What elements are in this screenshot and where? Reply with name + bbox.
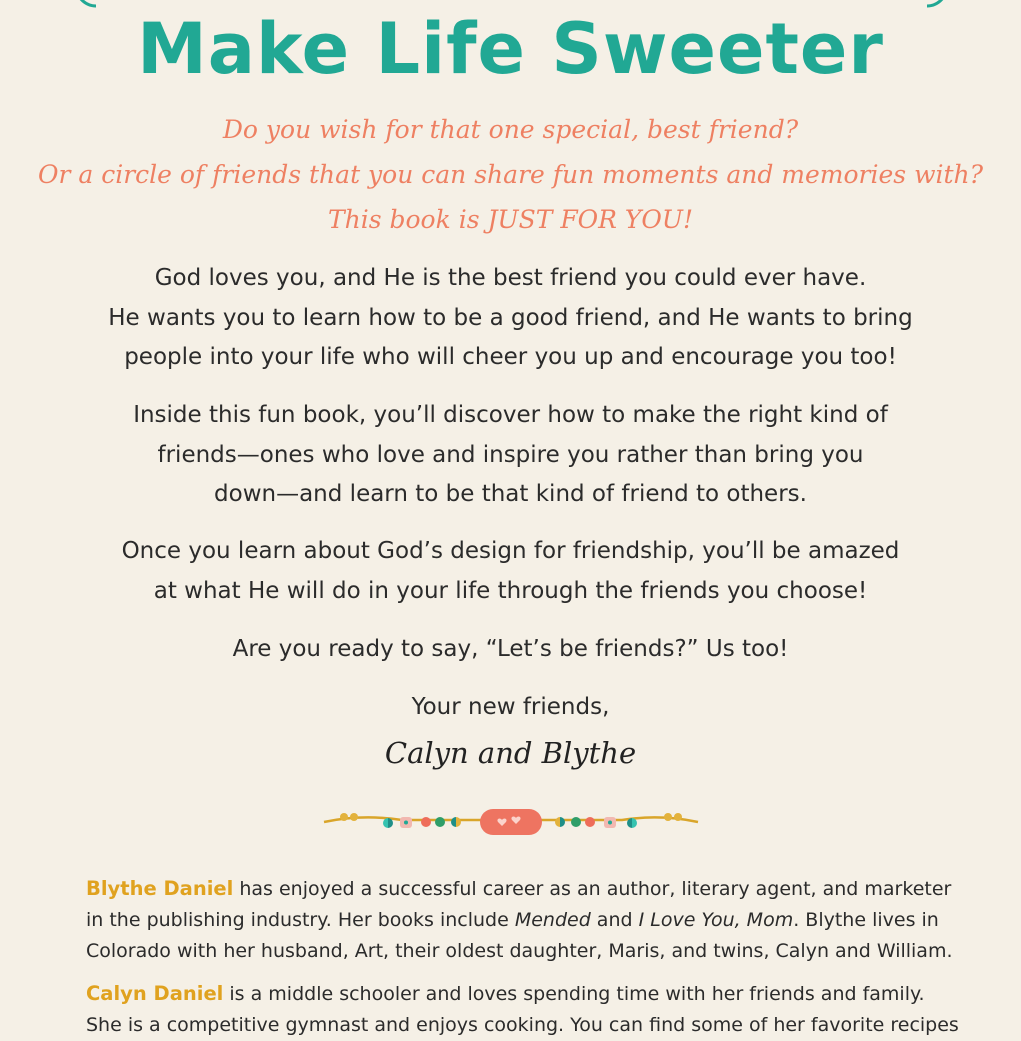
book-title: I Love You, Mom	[638, 909, 794, 931]
paragraph-line: at what He will do in your life through the friends you choose!	[153, 577, 868, 604]
paragraph-line: down—and learn to be that kind of friend to others.	[214, 481, 807, 507]
closing-text: Your new friends,	[411, 694, 610, 720]
bio-line	[86, 978, 956, 1010]
paragraph-line: friends—ones who love and inspire you rather than bring you	[157, 441, 864, 468]
bio-text: and	[590, 909, 639, 931]
intro-line: Do you wish for that one special, best friend?	[222, 115, 799, 144]
author-bio-blythe	[86, 873, 956, 967]
intro-line: Or a circle of friends that you can share fun moments and memories with?	[37, 160, 984, 189]
intro-text	[0, 107, 1021, 242]
paragraph-line: people into your life who will cheer you up and encourage you too!	[124, 344, 897, 370]
bio-line: Colorado with her husband, Art, their oldest daughter, Maris, and twins, Calyn and William.	[86, 940, 953, 962]
bio-line: She is a competitive gymnast and enjoys cooking. You can find some of her favorite recipes	[86, 1014, 959, 1036]
bio-text: has enjoyed a successful career as an author, literary agent, and marketer	[233, 878, 952, 900]
page-title: Make Life Sweeter	[137, 8, 884, 90]
intro-line: This book is JUST FOR YOU!	[327, 205, 694, 234]
closing-line	[0, 688, 1021, 728]
bio-text: in the publishing industry. Her books include	[86, 909, 515, 931]
paragraph-line: He wants you to learn how to be a good friend, and He wants to bring	[108, 304, 913, 331]
paragraph-god-loves-you	[0, 259, 1021, 378]
author-name: Calyn Daniel	[86, 982, 224, 1005]
paragraph-line: Inside this fun book, you’ll discover how to make the right kind of	[133, 402, 888, 428]
author-name: Blythe Daniel	[86, 877, 234, 900]
paragraph-gods-design	[0, 532, 1021, 611]
bio-text: . Blythe lives in	[793, 909, 939, 931]
paragraph-line: Are you ready to say, “Let’s be friends?” Us too!	[232, 636, 789, 662]
bio-line	[86, 873, 956, 905]
beaded-bracelet-icon	[322, 796, 700, 840]
book-title: Mended	[514, 909, 591, 931]
bio-text: is a middle schooler and loves spending time with her friends and family.	[223, 983, 925, 1005]
signature: Calyn and Blythe	[384, 736, 637, 770]
paragraph-inside-book	[0, 396, 1021, 515]
paragraph-ready	[0, 630, 1021, 670]
paragraph-line: Once you learn about God’s design for friendship, you’ll be amazed	[121, 538, 900, 564]
paragraph-line: God loves you, and He is the best friend you could ever have.	[154, 265, 867, 291]
author-bio-calyn	[86, 978, 959, 1041]
bio-line	[86, 905, 956, 936]
